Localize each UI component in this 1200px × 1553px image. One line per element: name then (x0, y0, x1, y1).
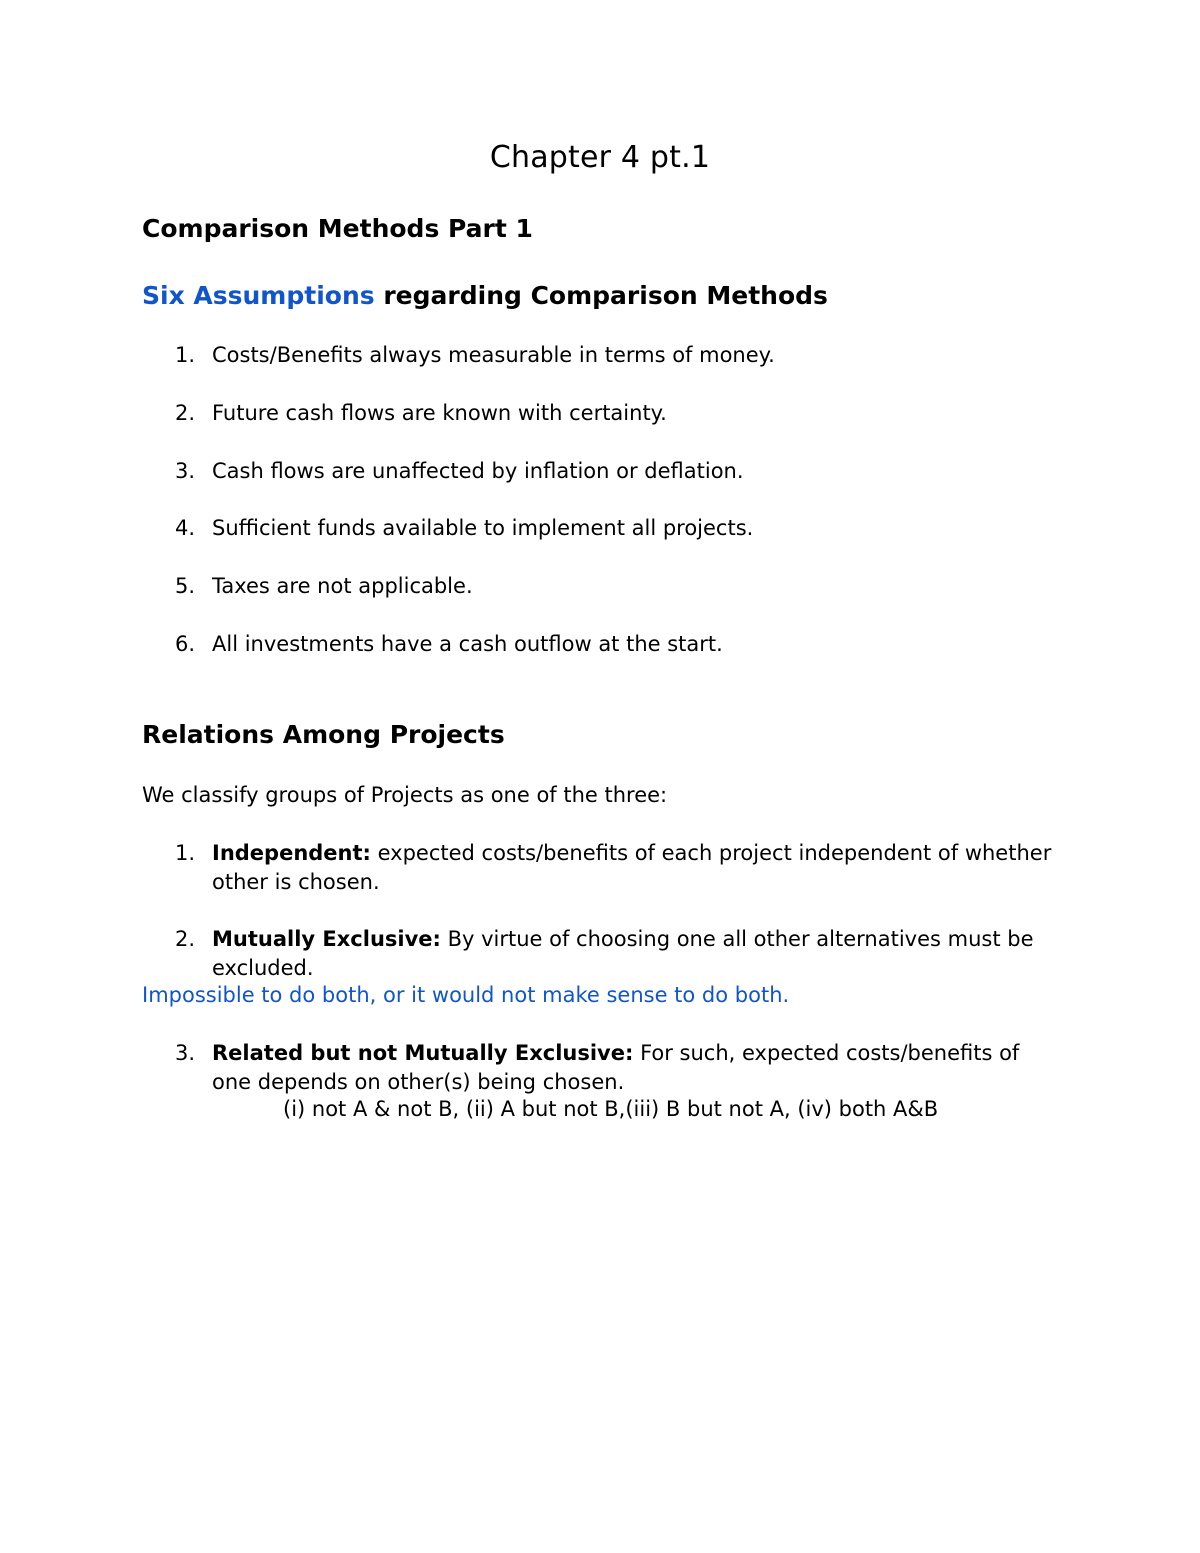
list-number: 2. (175, 401, 196, 425)
heading-accent-text: Six Assumptions (142, 281, 375, 310)
list-number: 1. (175, 841, 196, 865)
list-number: 4. (175, 516, 196, 540)
term-description: By virtue of choosing one all other alternatives must be excluded. (212, 927, 1034, 980)
list-item (175, 341, 1065, 370)
list-item-text (212, 839, 1065, 897)
intro-paragraph: We classify groups of Projects as one of the three: (142, 783, 668, 807)
list-item (175, 572, 1065, 601)
list-number: 5. (175, 574, 196, 598)
list-item-text: Future cash flows are known with certainty. (212, 401, 667, 425)
section-heading-six-assumptions (142, 281, 828, 310)
list-item-text: All investments have a cash outflow at the start. (212, 632, 723, 656)
list-item-text (212, 925, 1065, 983)
list-item-text: Sufficient funds available to implement all projects. (212, 516, 754, 540)
section-heading-relations: Relations Among Projects (142, 720, 505, 749)
page-title: Chapter 4 pt.1 (489, 140, 711, 175)
term-description: expected costs/benefits of each project independent of whether other is chosen. (212, 841, 1052, 894)
list-number: 1. (175, 343, 196, 367)
term-label: Related but not Mutually Exclusive: (212, 1041, 634, 1065)
term-label: Independent: (212, 841, 371, 865)
accent-note: Impossible to do both, or it would not make sense to do both. (142, 983, 790, 1007)
list-number: 3. (175, 1041, 196, 1065)
list-item (175, 839, 1065, 897)
list-number: 3. (175, 459, 196, 483)
list-item-text: Taxes are not applicable. (212, 574, 473, 598)
list-item-text (212, 1039, 1065, 1097)
cases-line: (i) not A & not B, (ii) A but not B,(iii) B but not A, (iv) both A&B (283, 1097, 939, 1121)
list-item-text: Cash flows are unaffected by inflation or deflation. (212, 459, 744, 483)
section-heading-comparison-methods: Comparison Methods Part 1 (142, 214, 533, 243)
list-item (175, 514, 1065, 543)
list-item (175, 1039, 1065, 1097)
list-number: 2. (175, 927, 196, 951)
list-item (175, 457, 1065, 486)
list-item (175, 630, 1065, 659)
list-item (175, 925, 1065, 983)
term-label: Mutually Exclusive: (212, 927, 441, 951)
heading-rest-text: regarding Comparison Methods (374, 281, 828, 310)
list-item-text: Costs/Benefits always measurable in terms of money. (212, 343, 775, 367)
list-item (175, 399, 1065, 428)
term-description: For such, expected costs/benefits of one depends on other(s) being chosen. (212, 1041, 1020, 1094)
list-number: 6. (175, 632, 196, 656)
